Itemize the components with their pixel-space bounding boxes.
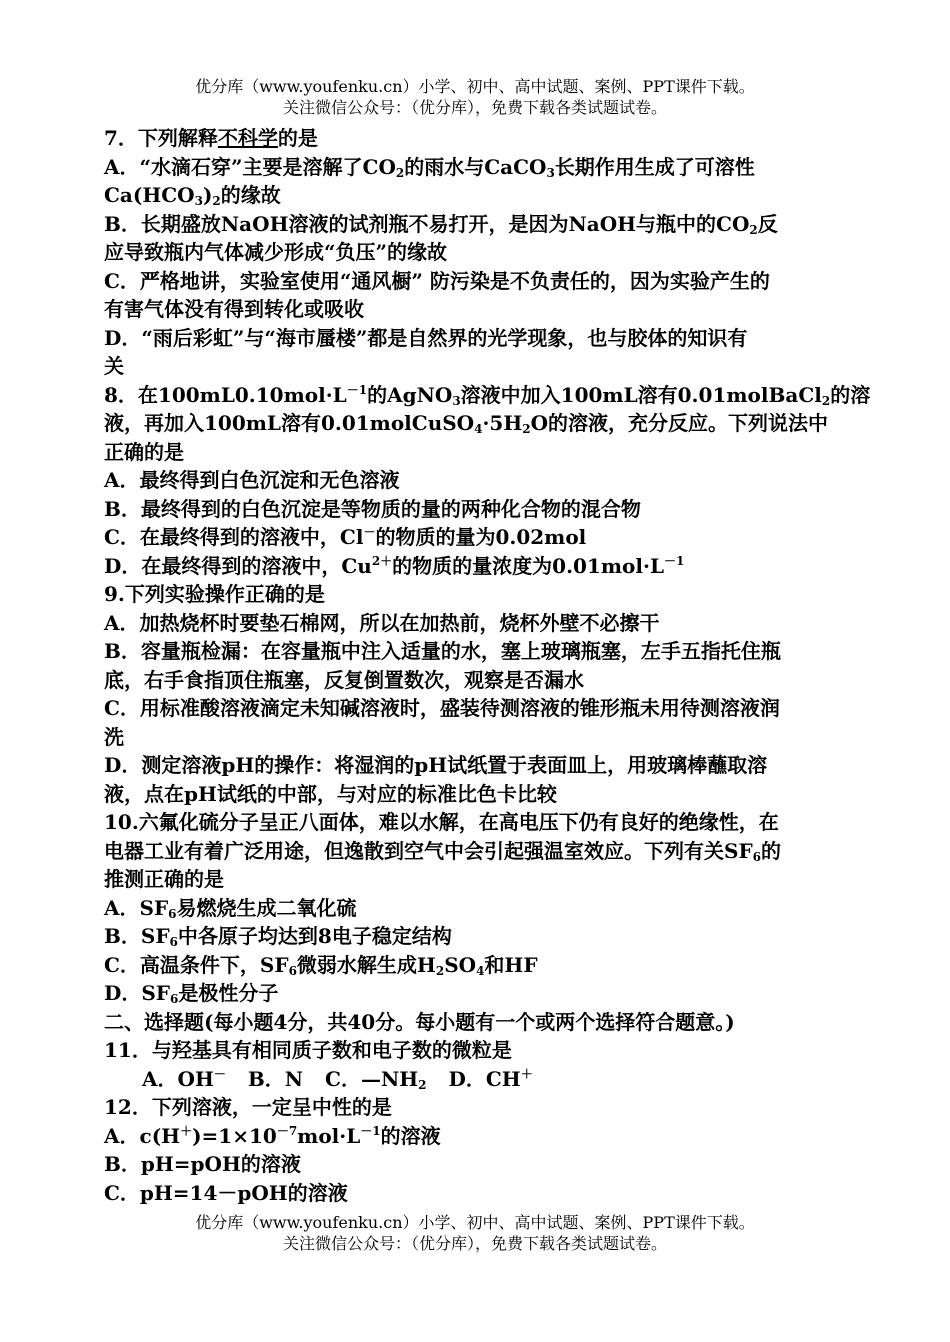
q7-option-c-line1: C．严格地讲，实验室使用“通风橱” 防污染是不负责任的，因为实验产生的	[104, 268, 770, 293]
q10-option-c: C．高温条件下，$SF_6$微弱水解生成$H_2SO_4$和HF	[104, 952, 538, 978]
q8-option-d: D．在最终得到的溶液中，$Cu^{2+}$的物质的量浓度为$0.01mol\cdot L^{-1}$	[104, 553, 685, 578]
q12-option-a: A．$c(H^+)=1\times 10^{-7}mol\cdot L^{-1}$的溶液	[104, 1123, 441, 1148]
q9-option-d-line2: 液，点在pH试纸的中部，与对应的标准比色卡比较	[104, 781, 557, 806]
q8-option-b: B．最终得到的白色沉淀是等物质的量的两种化合物的混合物	[104, 496, 641, 521]
q7-option-b-line1: B．长期盛放NaOH溶液的试剂瓶不易打开，是因为NaOH与瓶中的$CO_2$反	[104, 211, 778, 237]
q10-option-a: A．$SF_6$易燃烧生成二氧化硫	[104, 895, 357, 921]
q11-option-b: B．N	[247, 1066, 304, 1091]
q9-option-c-line1: C．用标准酸溶液滴定未知碱溶液时，盛装待测溶液的锥形瓶未用待测溶液润	[104, 696, 780, 720]
q9-option-d-line1: D．测定溶液pH的操作：将湿润的pH试纸置于表面皿上，用玻璃棒蘸取溶	[104, 753, 768, 777]
q7-option-a-line1: A．“水滴石穿”主要是溶解了$CO_2$的雨水与CaCO$_3$长期作用生成了可溶性	[104, 154, 755, 180]
q11-options	[104, 1065, 850, 1094]
q12-option-b: B．pH=pOH的溶液	[104, 1152, 301, 1176]
q10-stem-line2: 电器工业有着广泛用途，但逸散到空气中会引起强温室效应。下列有关$SF_6$的	[104, 838, 782, 864]
q9-option-b-line1: B．容量瓶检漏：在容量瓶中注入适量的水，塞上玻璃瓶塞，左手五指托住瓶	[104, 639, 781, 663]
q8-stem-line1: 8．在$100mL0.10mol\cdot L^{-1}$的AgNO$_3$溶液中加入100mL溶有0.01molBaCl$_2$的溶	[104, 382, 871, 408]
q7-underline: 不科学	[217, 126, 278, 150]
q8-option-c: C．在最终得到的溶液中，Cl－的物质的量为0.02mol	[104, 525, 587, 549]
q8-stem-line3: 正确的是	[104, 439, 184, 464]
section-2-title: 二、选择题(每小题4分，共40分。每小题有一个或两个选择符合题意。)	[104, 1009, 735, 1034]
q9-option-a: A．加热烧杯时要垫石棉网，所以在加热前，烧杯外壁不必擦干	[104, 610, 660, 635]
q7-option-c-line2: 有害气体没有得到转化或吸收	[104, 297, 364, 321]
q7-stem: 7．下列解释不科学的是	[104, 126, 318, 150]
q10-stem-line3: 推测正确的是	[104, 867, 224, 891]
page-footer	[0, 1212, 950, 1254]
q7-option-d-line1: D．“雨后彩虹”与“海市蜃楼”都是自然界的光学现象，也与胶体的知识有	[104, 325, 748, 350]
q11-option-d: D．CH＋	[448, 1066, 533, 1091]
header-line-2: 关注微信公众号：（优分库），免费下载各类试题试卷。	[282, 98, 667, 117]
q7-option-b-line2: 应导致瓶内气体减少形成“负压”的缘故	[104, 240, 448, 264]
q8-stem-line2: 液，再加入100mL溶有$0.01molCuSO_4\cdot 5H_2O$的溶液，充分反应。下列说法中	[104, 411, 829, 436]
page-header	[0, 76, 950, 118]
footer-line-1: 优分库（www.youfenku.cn）小学、初中、高中试题、案例、PPT课件下载。	[195, 1213, 755, 1232]
footer-line-2: 关注微信公众号：（优分库），免费下载各类试题试卷。	[282, 1234, 667, 1253]
q11-option-a: A．OH－	[142, 1066, 226, 1091]
q12-option-c: C．pH=14－pOH的溶液	[104, 1180, 348, 1205]
q8-option-a: A．最终得到白色沉淀和无色溶液	[104, 468, 400, 492]
q11-stem: 11．与羟基具有相同质子数和电子数的微粒是	[104, 1038, 512, 1062]
q12-stem: 12．下列溶液，一定呈中性的是	[104, 1095, 392, 1119]
q9-stem: 9.下列实验操作正确的是	[104, 582, 325, 606]
q9-option-c-line2: 洗	[104, 724, 124, 749]
exam-content	[104, 124, 871, 1207]
q10-option-b: B．$SF_6$中各原子均达到8电子稳定结构	[104, 924, 452, 949]
q10-option-d: D．$SF_6$是极性分子	[104, 981, 279, 1006]
q7-option-a-line2: $Ca(HCO_3)_2$的缘故	[104, 183, 281, 208]
q11-option-c: C．$—NH_2$	[325, 1066, 427, 1092]
header-line-1: 优分库（www.youfenku.cn）小学、初中、高中试题、案例、PPT课件下载。	[195, 77, 755, 96]
q9-option-b-line2: 底，右手食指顶住瓶塞，反复倒置数次，观察是否漏水	[104, 667, 584, 692]
q7-option-d-line2: 关	[104, 354, 124, 378]
q10-stem-line1: 10.六氟化硫分子呈正八面体，难以水解，在高电压下仍有良好的绝缘性，在	[104, 810, 779, 834]
